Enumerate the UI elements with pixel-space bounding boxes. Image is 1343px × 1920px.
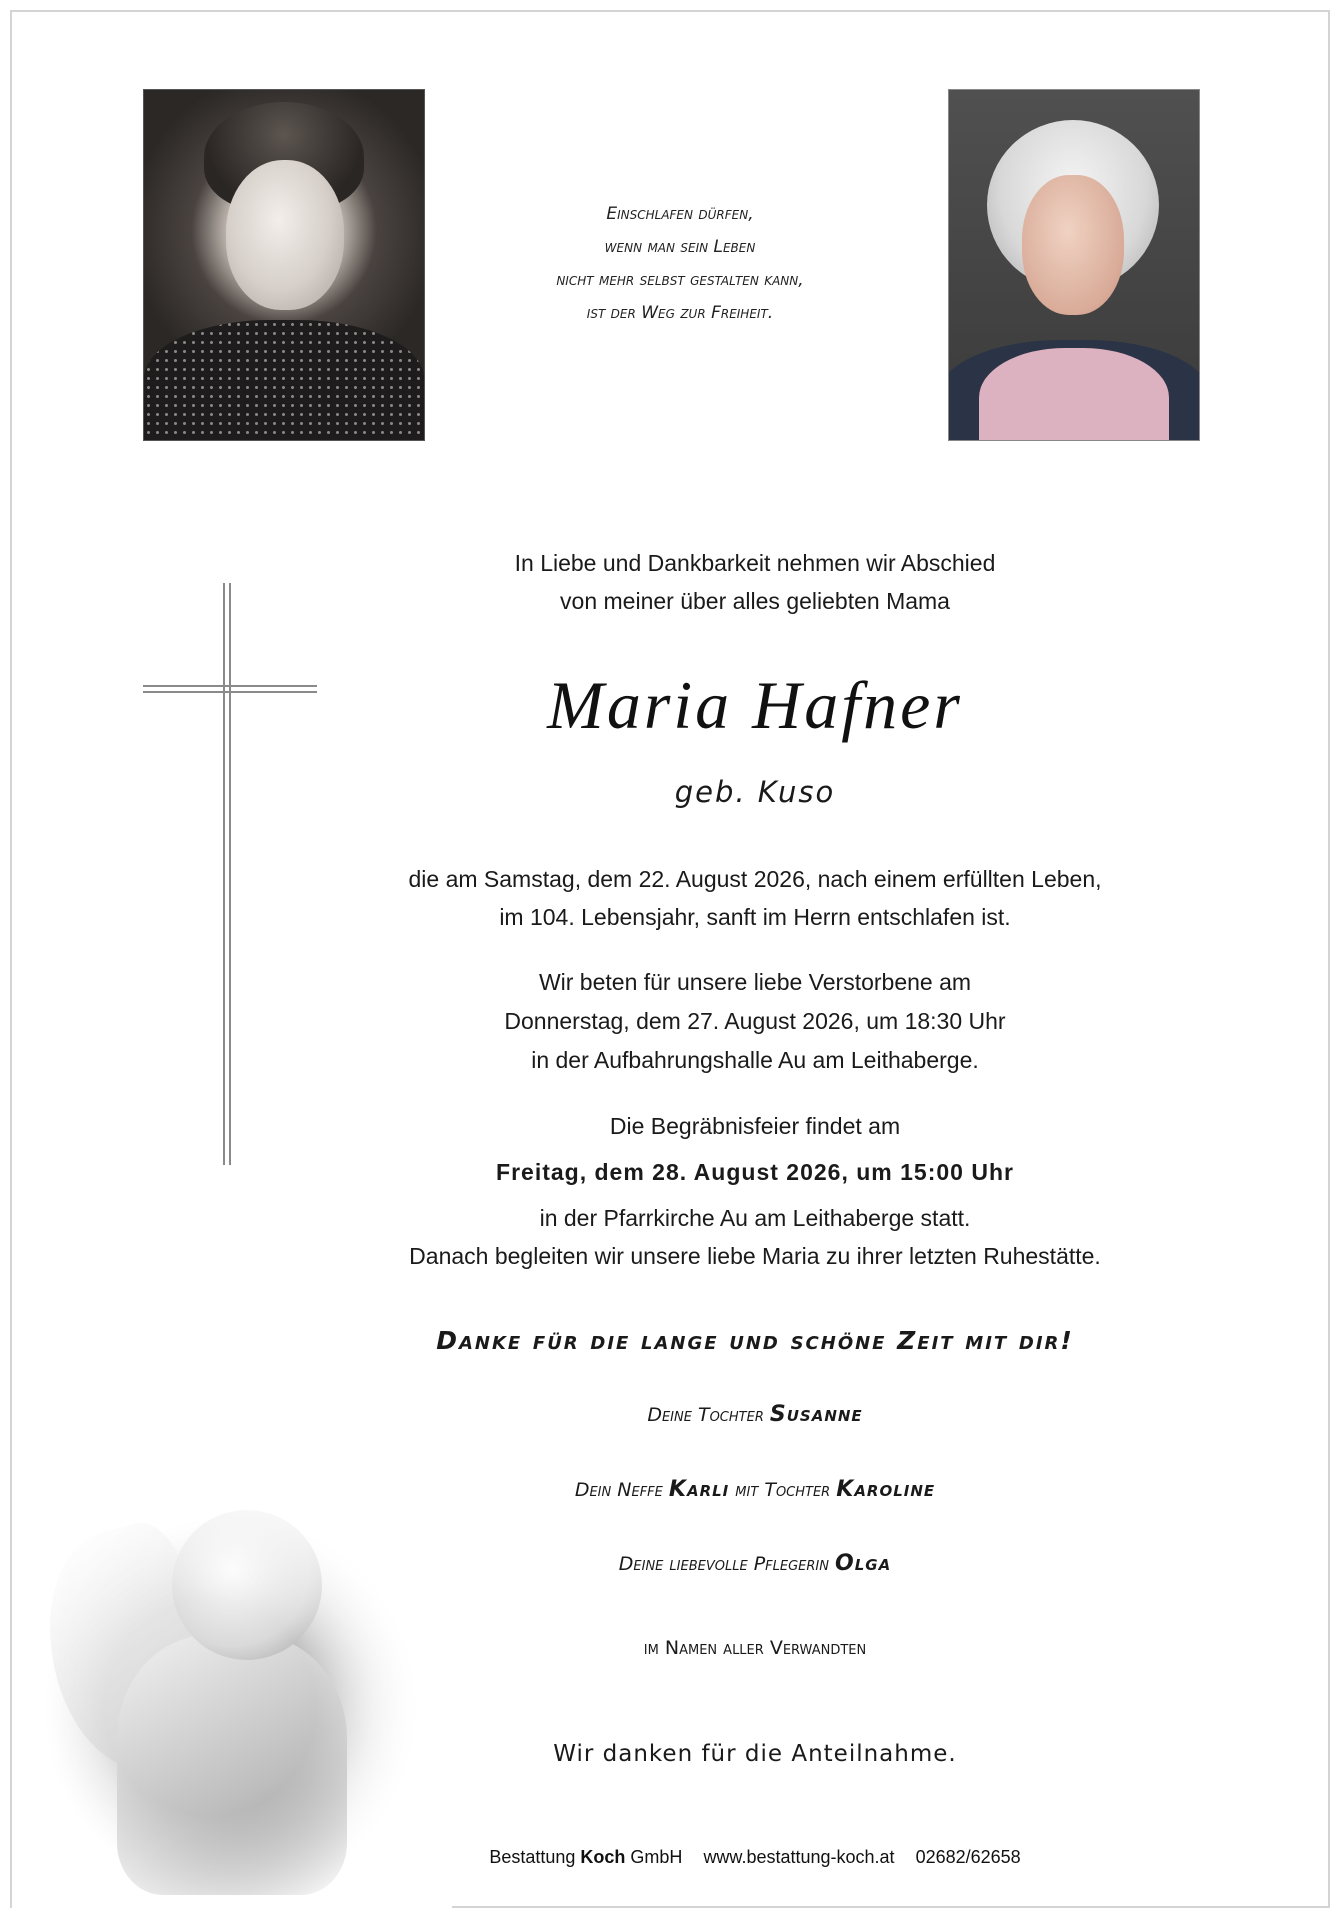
prayer-line: Wir beten für unsere liebe Verstorbene am (538, 969, 972, 995)
quote-line: Einschlafen dürfen, (606, 204, 754, 224)
death-notice (340, 860, 1170, 936)
young-portrait-photo (143, 89, 425, 441)
mourner-name: Karli (668, 1477, 730, 1502)
death-notice-line: im 104. Lebensjahr, sanft im Herrn entschlafen ist. (499, 904, 1011, 930)
memorial-quote (470, 198, 890, 330)
mourner-relation: mit Tochter (729, 1479, 837, 1501)
elderly-portrait-photo (948, 89, 1200, 441)
funeral-intro: Die Begräbnisfeier findet am (609, 1113, 901, 1139)
intro-line: von meiner über alles geliebten Mama (560, 588, 950, 614)
deceased-name: Maria Hafner (547, 667, 963, 743)
company-name: Bestattung Koch GmbH (489, 1847, 683, 1867)
mourner-name: Olga (835, 1551, 892, 1576)
intro-text (340, 544, 1170, 620)
funeral-line: Danach begleiten wir unsere liebe Maria zu ihrer letzten Ruhestätte. (409, 1243, 1101, 1269)
mourner-daughter (340, 1399, 1170, 1431)
mourner-relation: Deine liebevolle Pflegerin (618, 1553, 836, 1575)
mourner-name: Susanne (769, 1402, 863, 1427)
prayer-line: in der Aufbahrungshalle Au am Leithaberge. (531, 1047, 979, 1073)
mourner-relation: Deine Tochter (647, 1404, 770, 1426)
quote-line: wenn man sein Leben (604, 237, 756, 257)
funeral-line: in der Pfarrkirche Au am Leithaberge statt. (539, 1205, 971, 1231)
intro-line: In Liebe und Dankbarkeit nehmen wir Abschied (514, 550, 996, 576)
mourner-relation: im Namen aller Verwandten (643, 1637, 867, 1659)
prayer-info (340, 963, 1170, 1080)
funeral-home-footer (340, 1843, 1170, 1871)
mourner-relation: Dein Neffe (574, 1479, 669, 1501)
company-phone: 02682/62658 (915, 1847, 1021, 1867)
death-notice-line: die am Samstag, dem 22. August 2026, nach einem erfüllten Leben, (408, 866, 1102, 892)
mourner-nephew (340, 1474, 1170, 1506)
closing-thanks: Wir danken für die Anteilnahme. (553, 1741, 957, 1767)
prayer-line: Donnerstag, dem 27. August 2026, um 18:30 Uhr (504, 1008, 1006, 1034)
mourner-name: Karoline (836, 1477, 936, 1502)
quote-line: nicht mehr selbst gestalten kann, (556, 270, 804, 290)
mourner-relatives (340, 1632, 1170, 1664)
funeral-date-time: Freitag, dem 28. August 2026, um 15:00 Uhr (496, 1159, 1014, 1185)
quote-line: ist der Weg zur Freiheit. (586, 303, 774, 323)
maiden-name: geb. Kuso (674, 775, 836, 809)
company-website[interactable]: www.bestattung-koch.at (703, 1847, 895, 1867)
mourner-caregiver (340, 1548, 1170, 1580)
funeral-location (340, 1199, 1170, 1275)
thanks-line: Danke für die lange und schöne Zeit mit dir! (436, 1326, 1074, 1355)
